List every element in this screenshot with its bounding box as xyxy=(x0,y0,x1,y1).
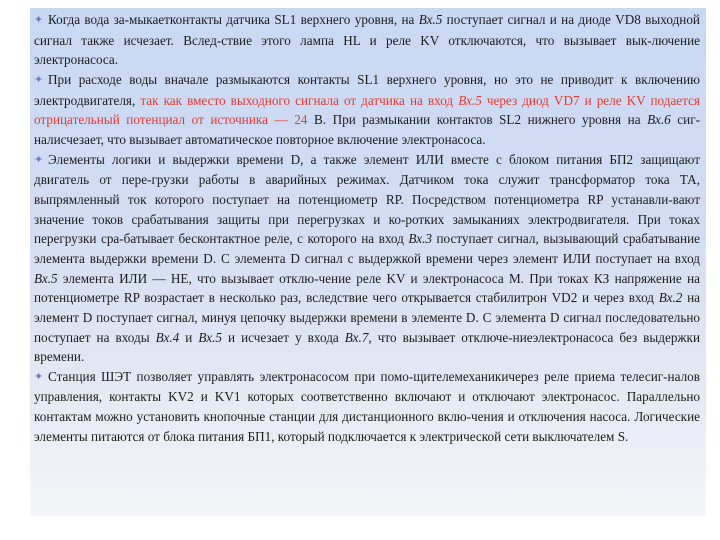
bullet-icon: ✦ xyxy=(34,153,44,166)
paragraph xyxy=(34,70,700,150)
text-run: Вх.5 xyxy=(198,329,222,345)
paragraph xyxy=(34,150,700,367)
text-run: Вх.5 xyxy=(34,270,58,286)
text-run: Вх.2 xyxy=(658,290,683,306)
text-run: Вх.4 xyxy=(155,329,180,345)
slide xyxy=(30,8,706,516)
text-run: Вх.7 xyxy=(344,329,369,345)
paragraph xyxy=(34,367,700,447)
text-run: Вх.3 xyxy=(408,231,432,247)
document-text xyxy=(34,10,700,446)
text-run: сиг-налисчезает, что вызывает автоматическое повторное включение электронасоса. xyxy=(34,112,700,147)
text-run: и xyxy=(179,329,199,345)
text-run: Станция ШЭТ позволяет управлять электронасосом при помо-щителемеханикичерез реле приема телесиг-налов управления, контакты KV2 и KV1 которых соответственно включают и отключают электронасос. Параллельно контактам можно установить кнопочные станции для дистанционного вклю-чения и отключения насоса. Логические элементы питаются от блока питания БП1, который подключается к электрической сети выключателем S. xyxy=(34,368,700,444)
text-run: При расходе воды вначале размыкаются контакты SL1 верхнего уровня, но это не приводит к включению электродвигателя, xyxy=(34,71,700,108)
text-run: Вх.5 xyxy=(418,12,443,27)
bullet-icon: ✦ xyxy=(34,73,44,86)
text-run: элемента ИЛИ — НЕ, что вызывает отклю-чение реле KV и электронасоса М. При токах КЗ напряжение на потенциометре RP возрастает в несколько раз, вследствие чего открывается стабилитрон VD2 и через вход xyxy=(34,270,700,306)
highlighted-text: Вх.5 xyxy=(458,92,482,108)
text-run: на элемент D поступает сигнал, минуя цепочку выдержки времени в элементе D. С элемента D сигнал последовательно поступает на входы xyxy=(34,290,700,345)
highlighted-text: так как вместо выходного сигнала от датчика на вход xyxy=(140,92,459,108)
text-run: В. При размыкании контактов SL2 нижнего уровня на xyxy=(307,112,648,128)
text-run: Вх.6 xyxy=(647,112,671,128)
bullet-icon: ✦ xyxy=(34,370,44,383)
text-run: , что вызывает отключе-ниеэлектронасоса без выдержки времени. xyxy=(34,329,701,365)
text-run: Когда вода за-мыкаетконтакты датчика SL1 верхнего уровня, на xyxy=(48,12,419,27)
text-run: Элементы логики и выдержки времени D, а также элемент ИЛИ вместе с блоком питания БП2 защищают двигатель от пере-грузки работы в аварийных режимах. Датчиком тока служит трансформатор тока ТА, выпрямленный ток которого поступает на потенциометр RP. Посредством потенциометра RP устанавли-вают значение токов срабатывания защиты при перегрузках и ко-ротких замыканиях электродвигателя. При токах перегрузки сра-батывает бесконтактное реле, с которого на вход xyxy=(34,151,700,247)
paragraph xyxy=(34,10,700,70)
text-run: и исчезает у входа xyxy=(221,329,345,345)
highlighted-text: через диод VD7 и реле KV подается отрицательный потенциал от источника — 24 xyxy=(34,92,700,128)
bullet-icon: ✦ xyxy=(34,14,44,26)
text-run: поступает сигнал и на диоде VD8 выходной сигнал также исчезает. Вслед-ствие этого лампа HL и реле KV отключаются, что вызывает вык-лючение электронасоса. xyxy=(34,12,700,68)
text-run: поступает сигнал, вызывающий срабатывание элемента выдержки времени D. С элемента D сигнал с выдержкой времени через элемент ИЛИ поступает на вход xyxy=(34,231,700,266)
